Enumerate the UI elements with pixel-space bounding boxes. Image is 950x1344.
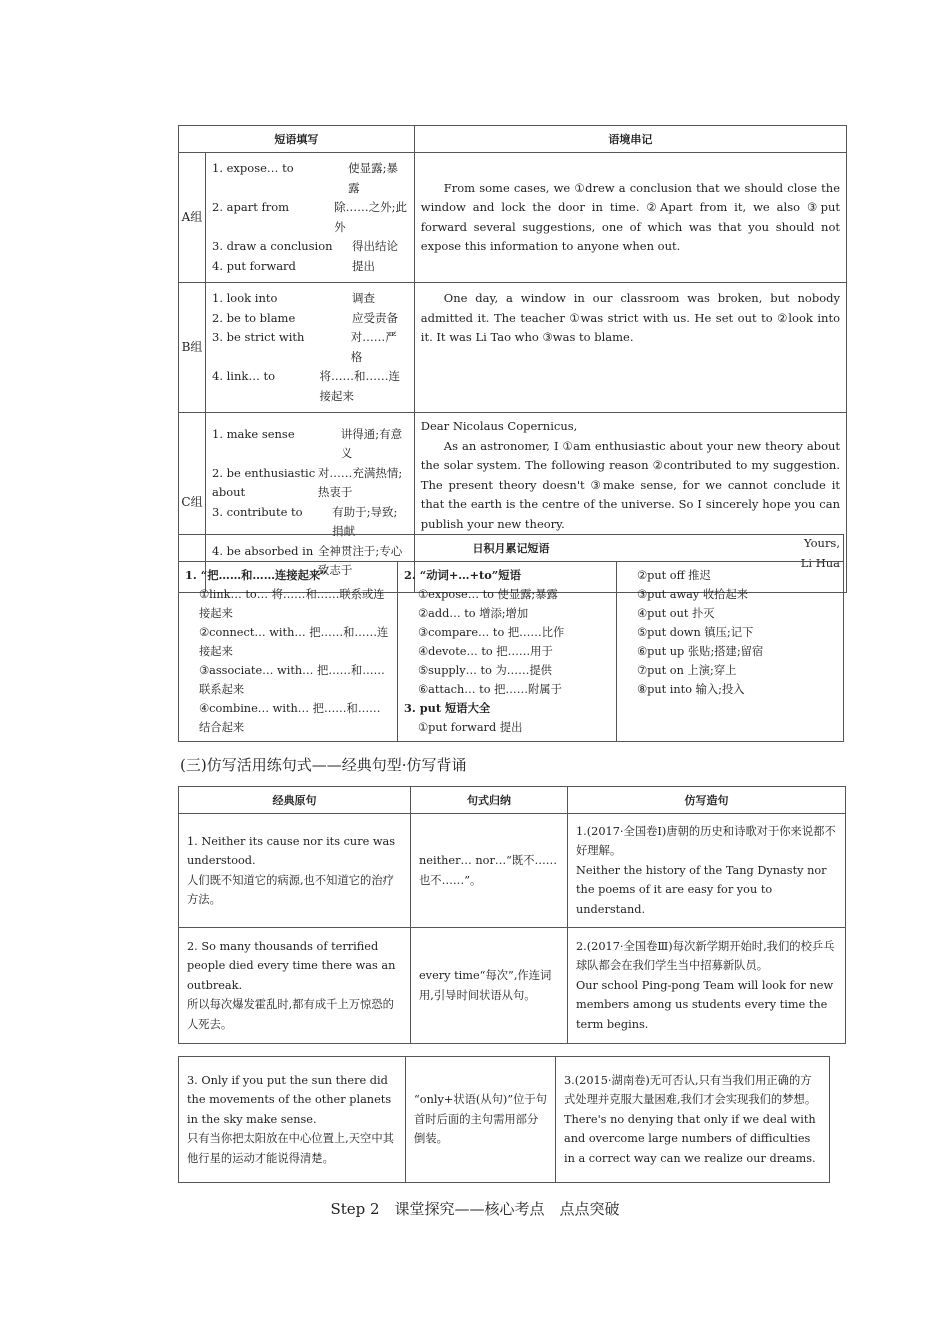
phrase-cn: 有助于;导致;捐献 — [332, 504, 398, 538]
phrase-en: 1. look into — [212, 291, 278, 305]
daily-item: ⑦put on 上演;穿上 — [637, 664, 737, 677]
header-imitation: 仿写造句 — [568, 787, 846, 814]
phrase-cn: 提出 — [352, 258, 375, 273]
phrase-en: 3. draw a conclusion — [212, 239, 333, 253]
daily-col-2 — [398, 562, 617, 742]
daily-item: ②add… to 增添;增加 — [418, 607, 529, 620]
sentence-pattern-table — [178, 786, 846, 1044]
daily-item: ⑥put up 张贴;搭建;留宿 — [637, 645, 764, 658]
imitation-cell — [556, 1057, 830, 1183]
daily-item: ⑤supply… to 为……提供 — [418, 664, 552, 677]
imitation-en: There's no denying that only if we deal with and overcome large numbers of difficulties in a correct way can we realize our dreams. — [564, 1112, 816, 1165]
phrase-cn: 得出结论 — [352, 239, 398, 253]
group-row-a — [179, 153, 847, 283]
phrase-cn: 应受责备 — [352, 310, 398, 325]
phrase-cn: 除……之外;此外 — [334, 200, 408, 234]
phrase-en: 3. contribute to — [212, 504, 303, 519]
original-en: 2. So many thousands of terrified people died every time there was an outbreak. — [187, 939, 396, 992]
daily-col-3 — [617, 562, 844, 742]
phrase-cn: 调查 — [352, 291, 375, 305]
original-en: 1. Neither its cause nor its cure was understood. — [187, 834, 396, 867]
context-text: From some cases, we ①drew a conclusion that we should close the window and lock the door in time. ②Apart from it, we also ③put forward several suggestions, one of which was that you should not expose this information to anyone when out. — [414, 153, 846, 283]
daily-heading: 3. put 短语大全 — [404, 701, 491, 715]
sentence-pattern-table-cont — [178, 1056, 830, 1183]
phrase-en: 2. apart from — [212, 200, 290, 214]
col-header-phrase: 短语填写 — [179, 126, 415, 153]
phrase-cn: 对……充满热情;热衷于 — [317, 465, 403, 499]
daily-heading: 1. “把……和……连接起来” — [185, 568, 327, 582]
daily-item: ①link… to… 将……和……联系或连接起来 — [199, 588, 385, 620]
step-footer: Step 2 课堂探究——核心考点 点点突破 — [330, 1200, 620, 1218]
daily-item: ④combine… with… 把……和……结合起来 — [199, 702, 381, 734]
phrase-en: 2. be to blame — [212, 310, 296, 325]
col-header-context: 语境串记 — [414, 126, 846, 153]
pattern-cell: “only+状语(从句)”位于句首时后面的主句需用部分倒装。 — [406, 1057, 556, 1183]
original-cell — [179, 928, 411, 1044]
daily-item: ③associate… with… 把……和……联系起来 — [199, 664, 385, 696]
daily-item: ②connect… with… 把……和……连接起来 — [199, 626, 389, 658]
daily-heading: 2. “动词+…+to”短语 — [404, 568, 521, 582]
original-cn: 人们既不知道它的病源,也不知道它的治疗方法。 — [187, 873, 394, 906]
daily-col-1 — [179, 562, 398, 742]
imitation-cn: 2.(2017·全国卷Ⅲ)每次新学期开始时,我们的校乒乓球队都会在我们学生当中招募新队员。 — [576, 939, 835, 973]
daily-item: ②put off 推迟 — [637, 569, 711, 582]
imitation-cell — [568, 928, 846, 1044]
group-label: A组 — [179, 153, 206, 283]
pattern-row — [179, 1057, 830, 1183]
group-label: C组 — [179, 413, 206, 593]
imitation-cn: 3.(2015·湖南卷)无可否认,只有当我们用正确的方式处理并克服大量困难,我们才会实现我们的梦想。 — [564, 1073, 817, 1107]
letter-closing: Yours, — [804, 536, 840, 550]
context-text: One day, a window in our classroom was broken, but nobody admitted it. The teacher ①was strict with us. He set out to ②look into it. It was Li Tao who ③was to blame. — [414, 283, 846, 413]
phrase-list — [206, 153, 415, 283]
pattern-cell: every time“每次”,作连词用,引导时间状语从句。 — [411, 928, 568, 1044]
original-cn: 所以每次爆发霍乱时,都有成千上万惊恐的人死去。 — [187, 998, 394, 1031]
daily-title: 日积月累记短语 — [179, 535, 844, 562]
imitation-en: Neither the history of the Tang Dynasty nor the poems of it are easy for you to understand. — [576, 863, 827, 916]
daily-item: ①expose… to 使显露;暴露 — [418, 588, 558, 601]
imitation-cell — [568, 814, 846, 928]
phrase-en: 1. expose… to — [212, 161, 294, 175]
header-pattern: 句式归纳 — [411, 787, 568, 814]
phrase-en: 4. link… to — [212, 369, 276, 383]
pattern-row — [179, 928, 846, 1044]
original-en: 3. Only if you put the sun there did the movements of the other planets in the sky make sense. — [187, 1073, 392, 1126]
phrase-en: 4. put forward — [212, 258, 296, 273]
section-title: (三)仿写活用练句式——经典句型·仿写背诵 — [180, 756, 467, 774]
phrase-cn: 全神贯注于;专心致志于 — [317, 543, 403, 577]
original-cell — [179, 1057, 406, 1183]
phrase-cn: 使显露;暴露 — [348, 161, 398, 195]
daily-item: ④devote… to 把……用于 — [418, 645, 553, 658]
pattern-cell: neither… nor…“既不……也不……”。 — [411, 814, 568, 928]
pattern-row — [179, 814, 846, 928]
phrase-cn: 将……和……连接起来 — [319, 369, 400, 403]
phrase-en: 4. be absorbed in — [212, 543, 314, 558]
original-cell — [179, 814, 411, 928]
phrase-cn: 对……严格 — [350, 330, 397, 364]
header-original: 经典原句 — [179, 787, 411, 814]
daily-phrases-table — [178, 534, 844, 742]
phrase-en: 2. be enthusiastic about — [212, 465, 316, 499]
letter-signature: Li Hua — [800, 555, 840, 570]
daily-item: ③put away 收拾起来 — [637, 588, 749, 601]
daily-item: ⑥attach… to 把……附属于 — [418, 683, 562, 696]
group-label: B组 — [179, 283, 206, 413]
original-cn: 只有当你把太阳放在中心位置上,天空中其他行星的运动才能说得清楚。 — [187, 1132, 394, 1165]
daily-item: ⑧put into 输入;投入 — [637, 683, 745, 696]
letter-greeting: Dear Nicolaus Copernicus, — [420, 419, 578, 433]
daily-item: ①put forward 提出 — [418, 721, 523, 734]
daily-item: ④put out 扑灭 — [637, 607, 715, 620]
phrase-en: 3. be strict with — [212, 330, 305, 344]
phrase-en: 1. make sense — [212, 426, 295, 441]
phrase-list — [206, 283, 415, 413]
imitation-en: Our school Ping-pong Team will look for new members among us students every time the term begins. — [576, 978, 834, 1031]
group-row-b — [179, 283, 847, 413]
letter-body: As an astronomer, I ①am enthusiastic about your new theory about the solar system. The following reason ②contributed to my suggestion. The present theory doesn't ③make sense, for we cannot conclude it that the earth is the centre of the universe. So I sincerely hope you can publish your new theory. — [420, 438, 840, 531]
daily-item: ③compare… to 把……比作 — [418, 626, 565, 639]
daily-item: ⑤put down 镇压;记下 — [637, 626, 754, 639]
phrase-context-table — [178, 125, 847, 593]
phrase-cn: 讲得通;有意义 — [340, 426, 403, 460]
imitation-cn: 1.(2017·全国卷Ⅰ)唐朝的历史和诗歌对于你来说都不好理解。 — [576, 824, 836, 858]
